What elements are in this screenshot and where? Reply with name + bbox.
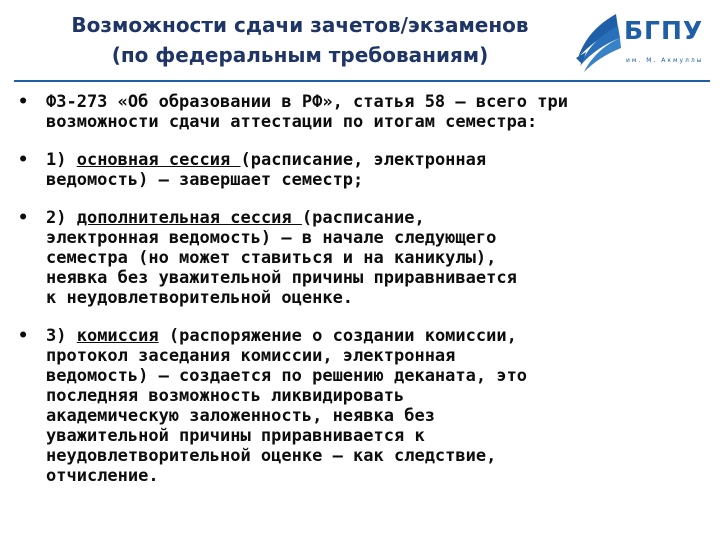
bullet-underlined-term: основная сессия bbox=[76, 150, 241, 170]
bullet-marker: • bbox=[18, 150, 29, 170]
bullet-text: (расписание, электронная ведомость) – завершает семестр; bbox=[46, 150, 487, 190]
title-line-1: Возможности сдачи зачетов/экзаменов bbox=[71, 13, 529, 37]
bullet-item-commission bbox=[18, 326, 708, 486]
bullet-marker: • bbox=[18, 92, 29, 112]
divider bbox=[14, 80, 710, 82]
bullet-item-law bbox=[18, 92, 708, 132]
logo-subtext: им. М. Акмуллы bbox=[626, 57, 704, 64]
bullet-number: 2) bbox=[46, 208, 77, 228]
bullet-underlined-term: дополнительная сессия bbox=[76, 208, 302, 228]
slide-title bbox=[20, 10, 580, 70]
bullet-item-additional-session bbox=[18, 208, 708, 308]
bgpu-logo bbox=[572, 12, 712, 78]
bullet-text: (расписание, электронная ведомость) – в начале следующего семестра (но может ставиться и на каникулы), неявка без уважительной причины приравнивается к неудовлетворительной оценке. bbox=[46, 208, 517, 308]
bullet-marker: • bbox=[18, 208, 29, 228]
bullet-number: 3) bbox=[46, 326, 77, 346]
title-line-2: (по федеральным требованиям) bbox=[111, 43, 489, 67]
bullet-marker: • bbox=[18, 326, 29, 346]
bullet-list bbox=[18, 92, 708, 504]
bullet-text: ФЗ-273 «Об образовании в РФ», статья 58 – всего три возможности сдачи аттестации по итогам семестра: bbox=[46, 92, 568, 132]
bgpu-feather-logo-icon bbox=[572, 12, 622, 78]
bullet-number: 1) bbox=[46, 150, 77, 170]
bullet-underlined-term: комиссия bbox=[76, 326, 159, 346]
bullet-text: (распоряжение о создании комиссии, протокол заседания комиссии, электронная ведомость) – создается по решению деканата, это последняя возможность ликвидировать академическую заложенность, неявка без уважительной причины приравнивается к неудовлетворительной оценке – как следствие, отчисление. bbox=[46, 326, 528, 486]
logo-text: БГПУ bbox=[624, 16, 704, 45]
bullet-item-main-session bbox=[18, 150, 708, 190]
